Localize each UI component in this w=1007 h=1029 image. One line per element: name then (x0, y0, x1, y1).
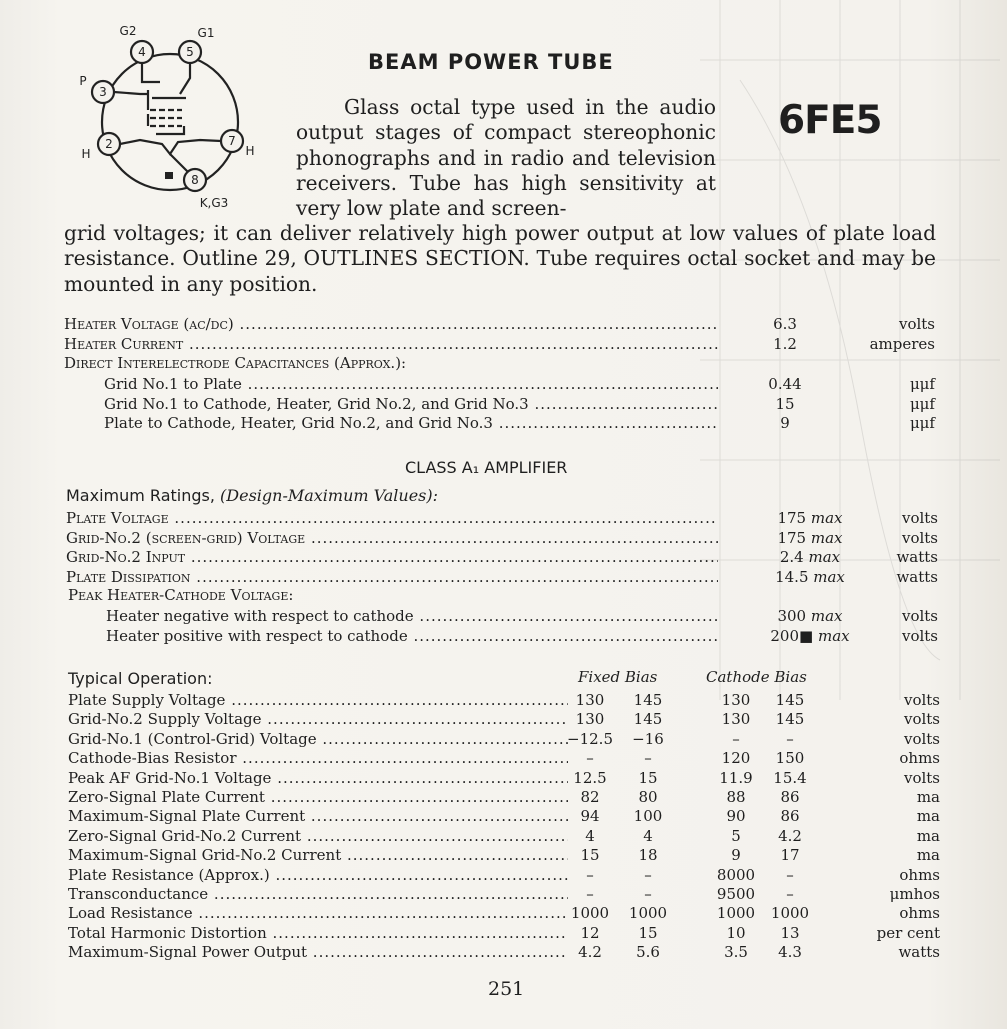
typical-value-f2: – (644, 885, 652, 903)
spec-label: Plate Voltage ..... (66, 508, 718, 528)
typical-unit: watts (898, 943, 940, 962)
spec-row (0, 508, 1007, 528)
typical-value-f1: 130 (575, 691, 605, 709)
typical-unit: ohms (899, 904, 940, 923)
typical-row (0, 923, 1007, 943)
typical-value-c2: 86 (780, 807, 800, 826)
typical-row (0, 806, 1007, 826)
max-ratings-heading: Maximum Ratings, (Design-Maximum Values): (66, 486, 438, 505)
pin-3-label: 3 (99, 85, 107, 99)
cathode-bias-header: Cathode Bias (706, 668, 807, 686)
typical-value-f2: 1000 (628, 904, 668, 923)
typical-heading: Typical Operation: (68, 669, 213, 688)
typical-row (0, 709, 1007, 729)
typical-label: Grid-No.1 (Control-Grid) Voltage ..... (68, 729, 568, 749)
spec-label: Heater Voltage (ac/dc) ..... (64, 314, 718, 334)
class-heading: CLASS A₁ AMPLIFIER (405, 458, 568, 477)
typical-label: Total Harmonic Distortion ..... (68, 923, 568, 943)
typical-value-f2: 145 (633, 710, 663, 729)
typical-value-c2: 1000 (770, 904, 810, 923)
typical-label: Cathode-Bias Resistor ..... (68, 748, 568, 768)
typical-label: Maximum-Signal Plate Current ..... (68, 806, 568, 826)
max-qualifier: max (806, 528, 843, 547)
typical-row (0, 787, 1007, 807)
spec-unit: watts (896, 548, 938, 566)
pin-4-label: 4 (138, 45, 146, 59)
spec-value: 300 max (777, 607, 843, 625)
spec-value: 15 (775, 394, 795, 413)
spec-row (0, 606, 1007, 626)
typical-value-f1: 15 (580, 846, 600, 865)
typical-label: Load Resistance ..... (68, 903, 568, 923)
pin-2-label: 2 (105, 137, 113, 151)
typical-row (0, 826, 1007, 846)
pin-7-label: 7 (228, 134, 236, 148)
typical-value-c1: 120 (721, 749, 751, 768)
typical-unit: ma (916, 788, 940, 806)
max-qualifier: max (806, 607, 843, 625)
typical-value-f1: 12 (580, 923, 600, 942)
spec-unit: volts (901, 626, 938, 645)
spec-label: Grid-No.2 (screen-grid) Voltage ..... (66, 528, 718, 548)
spec-value: 175 max (777, 528, 843, 547)
spec-unit: μμf (909, 394, 935, 413)
typical-value-f1: – (586, 885, 594, 903)
typical-value-c1: 3.5 (724, 943, 748, 962)
typical-value-f2: 4 (643, 826, 653, 845)
spec-label: Grid-No.2 Input ..... (66, 547, 718, 567)
fixed-bias-header: Fixed Bias (578, 668, 658, 686)
k-g3-label: K,G3 (199, 196, 229, 210)
typical-value-f1: 12.5 (573, 768, 607, 787)
typical-value-c1: 9 (731, 846, 741, 865)
h-right-label: H (245, 144, 255, 158)
spec-label: Heater negative with respect to cathode ..... (106, 606, 718, 626)
tube-type: 6FE5 (778, 98, 882, 143)
typical-value-f2: – (644, 865, 652, 884)
spec-row (0, 626, 1007, 646)
spec-value: 175 max (777, 509, 843, 527)
typical-value-f2: 5.6 (636, 943, 660, 962)
spec-label: Heater positive with respect to cathode ..... (106, 626, 718, 646)
spec-row (0, 374, 1007, 394)
typical-value-f1: 94 (580, 807, 600, 826)
typical-value-c2: – (786, 729, 794, 748)
typical-value-f1: −12.5 (567, 729, 613, 748)
typical-row (0, 748, 1007, 768)
typical-value-c1: 11.9 (719, 768, 753, 787)
spec-unit: watts (896, 567, 938, 586)
h-left-label: H (81, 147, 91, 161)
spec-unit: volts (901, 509, 938, 527)
typical-label: Maximum-Signal Power Output ..... (68, 942, 568, 962)
typical-value-c1: 9500 (716, 885, 756, 903)
typical-row (0, 690, 1007, 710)
typical-row (0, 845, 1007, 865)
spec-row (0, 394, 1007, 414)
typical-value-f2: −16 (632, 729, 664, 748)
typical-unit: μmhos (889, 885, 940, 903)
p-label: P (79, 74, 87, 88)
typical-value-c1: 90 (726, 807, 746, 826)
spec-label: Grid No.1 to Cathode, Heater, Grid No.2, and Grid No.3 ..... (104, 394, 718, 414)
typical-value-f2: 80 (638, 788, 658, 806)
typical-row (0, 942, 1007, 962)
typical-value-f2: 18 (638, 846, 658, 865)
spec-unit: volts (898, 315, 935, 333)
typical-value-c2: 4.3 (778, 943, 802, 962)
typical-value-f1: 1000 (570, 904, 610, 923)
typical-value-c2: 13 (780, 923, 800, 942)
typical-value-c1: – (732, 729, 740, 748)
typical-value-f2: 100 (633, 807, 663, 826)
typical-label: Plate Supply Voltage ..... (68, 690, 568, 710)
typical-row (0, 903, 1007, 923)
max-qualifier: max (806, 509, 843, 527)
spec-label: Plate to Cathode, Heater, Grid No.2, and Grid No.3 ..... (104, 413, 718, 433)
typical-label: Plate Resistance (Approx.) ..... (68, 865, 568, 885)
typical-value-c2: 86 (780, 788, 800, 806)
typical-label: Peak AF Grid-No.1 Voltage ..... (68, 768, 568, 788)
spec-value: 0.44 (768, 375, 802, 393)
typical-value-c2: 145 (775, 691, 805, 709)
typical-unit: volts (903, 768, 940, 787)
spec-value: 200■ max (770, 626, 850, 645)
max-qualifier: max (813, 626, 850, 645)
typical-value-f1: – (586, 865, 594, 884)
g1-label: G1 (197, 26, 215, 40)
typical-value-f1: 4.2 (578, 943, 602, 962)
spec-row (0, 334, 1007, 354)
typical-value-c2: 17 (780, 846, 800, 865)
spec-value: 6.3 (773, 315, 797, 333)
spec-unit: μμf (909, 375, 935, 393)
typical-unit: ma (916, 846, 940, 865)
typical-label: Grid-No.2 Supply Voltage ..... (68, 709, 568, 729)
typical-value-c1: 130 (721, 710, 751, 729)
basing-diagram (70, 22, 270, 217)
spec-value: 2.4 max (779, 548, 841, 566)
intro-paragraph-rest: grid voltages; it can deliver relatively high power output at low values of plate load resistance. Outline 29, OUTLINES SECTION. Tube requires octal socket and may be mounted in any position. (64, 221, 936, 296)
spec-unit: μμf (909, 414, 935, 432)
typical-value-c1: 1000 (716, 904, 756, 923)
typical-value-c1: 88 (726, 788, 746, 806)
typical-unit: volts (903, 710, 940, 729)
page-title: BEAM POWER TUBE (368, 50, 614, 74)
spec-row (0, 413, 1007, 433)
typical-unit: per cent (876, 923, 940, 942)
typical-unit: volts (903, 691, 940, 709)
spec-label: Grid No.1 to Plate ..... (104, 374, 718, 394)
g2-label: G2 (119, 24, 137, 38)
typical-row (0, 884, 1007, 904)
capacitance-heading: Direct Interelectrode Capacitances (Approx.): (64, 354, 407, 372)
typical-row (0, 729, 1007, 749)
max-qualifier: max (803, 548, 841, 566)
typical-row (0, 865, 1007, 885)
typical-value-f2: 15 (638, 768, 658, 787)
typical-value-f1: 130 (575, 710, 605, 729)
typical-value-c2: 4.2 (778, 826, 802, 845)
typical-label: Transconductance ..... (68, 884, 568, 904)
typical-value-c2: – (786, 865, 794, 884)
typical-unit: ohms (899, 749, 940, 768)
pin-8-label: 8 (191, 173, 199, 187)
typical-value-c2: 145 (775, 710, 805, 729)
typical-unit: ohms (899, 865, 940, 884)
spec-unit: volts (901, 528, 938, 547)
spec-label: Plate Dissipation ..... (66, 567, 718, 587)
typical-value-f2: 15 (638, 923, 658, 942)
typical-value-f1: – (586, 749, 594, 768)
typical-label: Maximum-Signal Grid-No.2 Current ..... (68, 845, 568, 865)
spec-value: 9 (780, 414, 790, 432)
max-qualifier: max (808, 567, 845, 586)
typical-value-f2: – (644, 749, 652, 768)
spec-value: 14.5 max (775, 567, 845, 586)
typical-row (0, 768, 1007, 788)
spec-value: 1.2 (773, 335, 797, 353)
spec-row (0, 314, 1007, 334)
intro-paragraph-top: Glass octal type used in the audio output stages of compact stereophonic phonographs and in radio and television receivers. Tube has high sensitivity at very low plate and screen- (296, 95, 716, 221)
typical-value-c1: 130 (721, 691, 751, 709)
typical-value-c1: 10 (726, 923, 746, 942)
spec-row (0, 567, 1007, 587)
spec-row (0, 528, 1007, 548)
spec-row (0, 547, 1007, 567)
typical-value-f1: 4 (585, 826, 595, 845)
spec-unit: volts (901, 607, 938, 625)
typical-value-f2: 145 (633, 691, 663, 709)
page-number: 251 (488, 978, 525, 1000)
typical-unit: ma (916, 826, 940, 845)
typical-unit: ma (916, 807, 940, 826)
typical-label: Zero-Signal Grid-No.2 Current ..... (68, 826, 568, 846)
typical-value-c1: 5 (731, 826, 741, 845)
typical-value-c1: 8000 (716, 865, 756, 884)
typical-unit: volts (903, 729, 940, 748)
typical-value-c2: – (786, 885, 794, 903)
typical-value-f1: 82 (580, 788, 600, 806)
peak-heading: Peak Heater-Cathode Voltage: (68, 586, 294, 604)
typical-label: Zero-Signal Plate Current ..... (68, 787, 568, 807)
spec-unit: amperes (869, 335, 935, 353)
spec-label: Heater Current ..... (64, 334, 718, 354)
typical-value-c2: 150 (775, 749, 805, 768)
pin-5-label: 5 (186, 45, 194, 59)
typical-value-c2: 15.4 (773, 768, 807, 787)
